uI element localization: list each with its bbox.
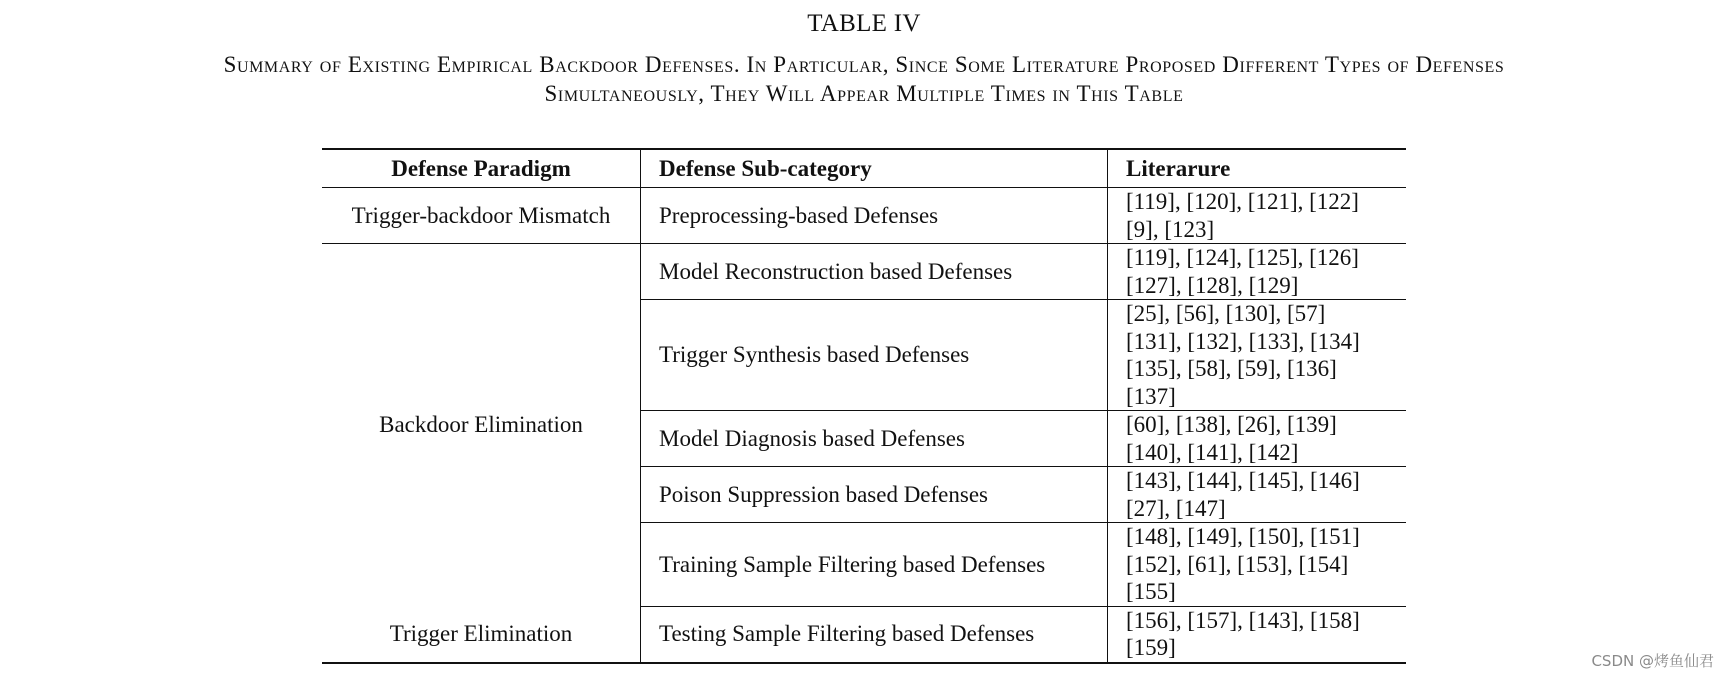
subcategory-cell: Preprocessing-based Defenses	[641, 188, 1108, 244]
literature-cell	[1108, 606, 1407, 663]
literature-cell	[1108, 300, 1407, 411]
literature-cell	[1108, 188, 1407, 244]
subcategory-cell: Model Reconstruction based Defenses	[641, 244, 1108, 300]
literature-line: [127], [128], [129]	[1126, 272, 1299, 298]
subcategory-cell: Training Sample Filtering based Defenses	[641, 523, 1108, 607]
literature-line: [9], [123]	[1126, 216, 1215, 242]
subcategory-cell: Model Diagnosis based Defenses	[641, 411, 1108, 467]
header-row	[322, 149, 1406, 188]
literature-line: [148], [149], [150], [151]	[1126, 524, 1360, 549]
header-defense-paradigm: Defense Paradigm	[322, 149, 641, 188]
literature-line: [159]	[1126, 635, 1176, 660]
literature-line: [152], [61], [153], [154]	[1126, 551, 1349, 577]
caption-line-2: Simultaneously, They Will Appear Multiple Times in This Table	[544, 81, 1184, 106]
subcategory-cell: Trigger Synthesis based Defenses	[641, 300, 1108, 411]
csdn-watermark: CSDN @烤鱼仙君	[1591, 652, 1714, 670]
literature-cell	[1108, 523, 1407, 607]
literature-line: [119], [124], [125], [126]	[1126, 245, 1359, 270]
subcategory-cell: Poison Suppression based Defenses	[641, 467, 1108, 523]
subcategory-cell: Testing Sample Filtering based Defenses	[641, 606, 1108, 663]
literature-line: [137]	[1126, 383, 1176, 409]
literature-cell	[1108, 244, 1407, 300]
table-row	[322, 244, 1406, 300]
caption-line-1: Summary of Existing Empirical Backdoor Defenses. In Particular, Since Some Literature Proposed Different Types of Defenses	[223, 52, 1505, 77]
literature-line: [25], [56], [130], [57]	[1126, 301, 1326, 326]
literature-line: [27], [147]	[1126, 495, 1226, 521]
literature-cell	[1108, 411, 1407, 467]
paradigm-cell: Trigger-backdoor Mismatch	[322, 188, 641, 244]
paradigm-cell: Backdoor Elimination	[322, 244, 641, 607]
literature-line: [143], [144], [145], [146]	[1126, 468, 1360, 493]
literature-line: [119], [120], [121], [122]	[1126, 189, 1359, 214]
defense-summary-table	[322, 148, 1406, 664]
table-caption	[0, 50, 1728, 108]
table-label: TABLE IV	[807, 10, 921, 37]
literature-line: [155]	[1126, 579, 1176, 604]
literature-cell	[1108, 467, 1407, 523]
table-row	[322, 606, 1406, 663]
literature-line: [156], [157], [143], [158]	[1126, 607, 1360, 633]
paradigm-cell: Trigger Elimination	[322, 606, 641, 663]
literature-line: [60], [138], [26], [139]	[1126, 412, 1337, 437]
header-literature: Literarure	[1108, 149, 1407, 188]
header-defense-subcategory: Defense Sub-category	[641, 149, 1108, 188]
literature-line: [140], [141], [142]	[1126, 439, 1299, 465]
literature-line: [131], [132], [133], [134]	[1126, 328, 1360, 354]
literature-line: [135], [58], [59], [136]	[1126, 356, 1337, 381]
table-row	[322, 188, 1406, 244]
defense-summary-table-wrapper	[322, 148, 1406, 664]
